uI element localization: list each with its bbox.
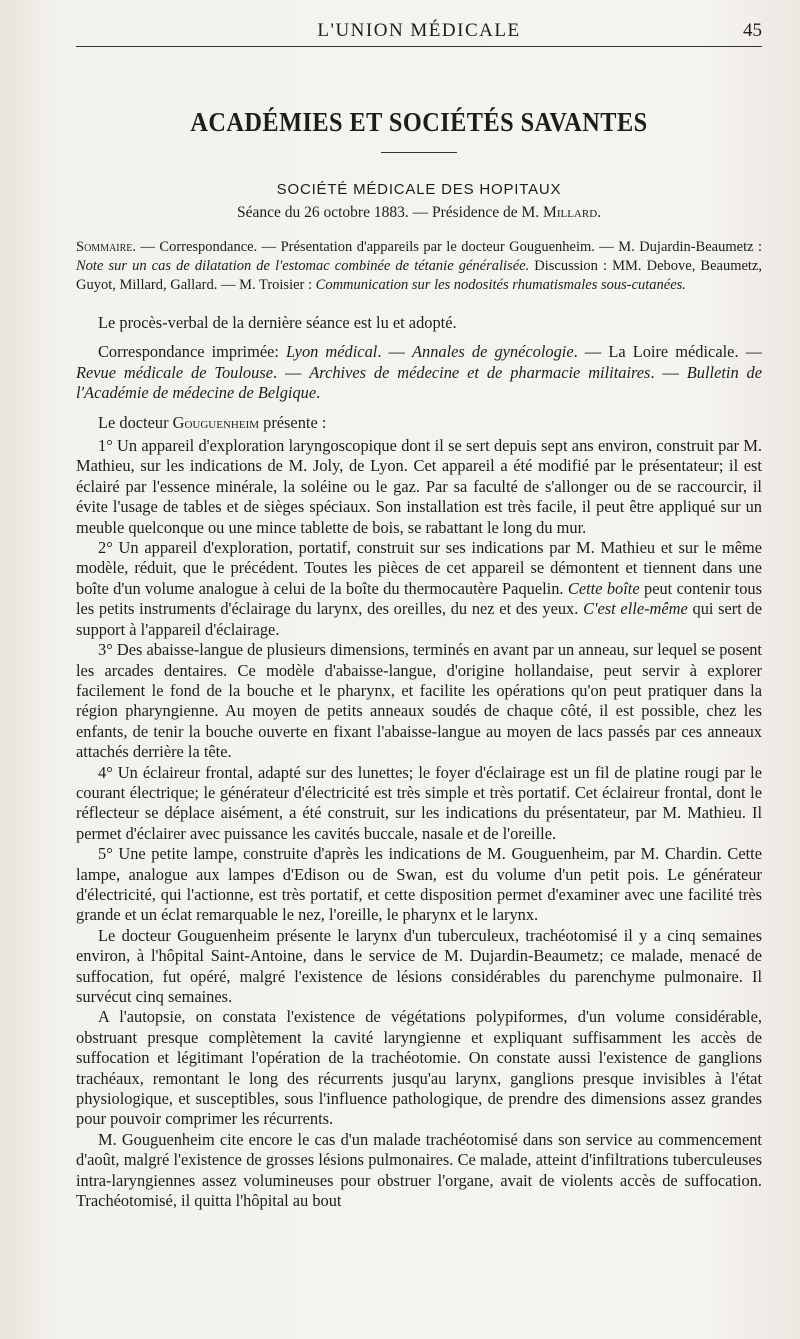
item2-a: 2° Un appareil d'exploration, portatif, construit sur ses indications par M. Mathieu et sur le même modèle, réduit, que le précédent. Toutes les pièces de cet appareil se démontent et tiennent dans une boîte d'un volume analogue à celui de la boîte du thermocautère Paquelin.: [76, 538, 762, 598]
item2-i2: C'est elle-même: [583, 599, 688, 619]
presente-name: Gouguenheim: [172, 412, 260, 432]
society-title: SOCIÉTÉ MÉDICALE DES HOPITAUX: [276, 181, 562, 198]
summary-italic-2: Communication sur les nodosités rhumatismales sous-cutanées.: [315, 277, 686, 293]
corr-archives: Archives de médecine et de pharmacie militaires: [309, 362, 651, 382]
paragraph-correspondence: [76, 342, 762, 403]
running-title: L'UNION MÉDICALE: [317, 20, 521, 41]
presente-a: Le docteur: [98, 412, 173, 432]
corr-sep: . —: [650, 362, 687, 382]
paragraph-item-3: 3° Des abaisse-langue de plusieurs dimensions, terminés en avant par un anneau, sur lequel se posent les arcades dentaires. Ce modèle d'abaisse-langue, d'origine hollandaise, peut servir à explorer facilement le fond de la bouche et le pharynx, et facilite les opérations qu'on peut pratiquer dans la région pharyngienne. Au moyen de petits anneaux soudés de chaque côté, il est possible, chez les enfants, de tenir la bouche ouverte en fixant l'abaisse-langue au moyen de lacs passés par ces anneaux attachés derrière la tête.: [76, 640, 762, 762]
paragraph-case: Le docteur Gouguenheim présente le larynx d'un tuberculeux, trachéotomisé il y a cinq semaines environ, à l'hôpital Saint-Antoine, dans le service de M. Dujardin-Beaumetz; ce malade, menacé de suffocation, fut opéré, malgré l'existence de lésions considérables du parenchyme pulmonaire. Il survécut cinq semaines.: [76, 925, 762, 1006]
corr-sep: . —: [377, 342, 412, 362]
summary-italic-1: Note sur un cas de dilatation de l'estomac combinée de tétanie généralisée.: [76, 258, 530, 274]
summary-label: Sommaire.: [76, 239, 137, 255]
corr-sep: . —: [272, 362, 310, 382]
page-number: 45: [743, 20, 762, 41]
corr-sep: . —: [573, 342, 609, 362]
paragraph-autopsy: A l'autopsie, on constata l'existence de végétations polypiformes, d'un volume considérable, obstruant presque complètement la cavité laryngienne et expliquant suffisamment les accès de suffocation et légitimant l'opération de la trachéotomie. On constate aussi l'existence de ganglions trachéaux, remontant le long des récurrents jusqu'au larynx, ganglions presque invisibles à l'état physiologique, et susceptibles, sous l'influence pathologique, de prendre des dimensions assez grandes pour pouvoir comprimer les récurrents.: [76, 1007, 762, 1129]
president-name: Millard: [543, 204, 598, 221]
paragraph-item-4: 4° Un éclaireur frontal, adapté sur des lunettes; le foyer d'éclairage est un fil de platine rougi par le courant électrique; le générateur d'électricité est très simple et très portatif. Cet éclaireur frontal, dont le réflecteur se déplace aisément, a été construit, sur les indications du présentateur, par M. Mathieu. Il permet d'éclairer avec puissance les cavités buccale, nasale et de l'oreille.: [76, 762, 762, 843]
session-line: Séance du 26 octobre 1883. — Présidence de M. Millard.: [236, 204, 602, 221]
running-head: [76, 18, 762, 47]
paragraph-item-1: 1° Un appareil d'exploration laryngoscopique dont il se sert depuis sept ans environ, construit par M. Mathieu, sur les indications de M. Joly, de Lyon. Cet appareil a été modifié par le présentateur; il est éclairé par l'essence minérale, la soléine ou le gaz. Par sa faculté de s'allonger ou de se raccourcir, il évite l'usage de tables et de sièges spéciaux. Son installation est très facile, il peut être appliqué sur un meuble quelconque ou une mince tablette de bois, se rabattant le long du mur.: [76, 436, 762, 537]
corr-end: .: [316, 383, 321, 403]
corr-sep: . —: [734, 342, 763, 362]
section-title: ACADÉMIES ET SOCIÉTÉS SAVANTES: [190, 107, 648, 137]
summary-text-1: — Correspondance. — Présentation d'appareils par le docteur Gouguenheim. — M. Dujardin-Beaumetz :: [136, 239, 762, 255]
item2-b: peut contenir tous les petits instruments d'éclairage du larynx, des oreilles, du nez et des yeux.: [76, 578, 763, 619]
corr-toulouse: Revue médicale de Toulouse: [76, 362, 273, 382]
item2-i1: Cette boîte: [567, 578, 640, 598]
article-body: [76, 313, 762, 1211]
paragraph-item-2: [76, 538, 762, 640]
summary: [76, 238, 762, 295]
paragraph-item-5: 5° Une petite lampe, construite d'après les indications de M. Gouguenheim, par M. Chardin. Cette lampe, analogue aux lampes d'Edison ou de Swan, est du volume d'un petit pois. Le générateur d'électricité, qui l'actionne, est très portatif, et cette disposition permet d'examiner avec une facilité très grande et un éclat remarquable le nez, l'oreille, le pharynx et le larynx.: [76, 844, 762, 925]
corr-loire: La Loire médicale: [608, 342, 735, 362]
paragraph-second-case: M. Gouguenheim cite encore le cas d'un malade trachéotomisé dans son service au commencement d'août, malgré l'existence de grosses lésions pulmonaires. Ce malade, atteint d'infiltrations tuberculeuses intra-laryngiennes assez volumineuses pour obstruer l'organe, avait de violents accès de suffocation. Trachéotomisé, il quitta l'hôpital au bout: [76, 1129, 762, 1211]
corr-gyneco: Annales de gynécologie: [412, 342, 574, 362]
corr-bulletin: Bulletin de l'Académie de médecine de Belgique: [76, 362, 763, 403]
corr-label: Correspondance imprimée:: [98, 342, 287, 362]
session-text: Séance du 26 octobre 1883. — Présidence de M.: [236, 204, 540, 221]
presente-b: présente :: [259, 412, 327, 432]
corr-lyon: Lyon médical: [286, 342, 378, 362]
item2-c: qui sert de support à l'appareil d'éclairage.: [76, 599, 762, 639]
paragraph-minutes: Le procès-verbal de la dernière séance est lu et adopté.: [98, 313, 457, 332]
title-rule: [381, 152, 457, 153]
summary-text-2: Discussion : MM. Debove, Beaumetz, Guyot, Millard, Gallard. — M. Troisier :: [76, 258, 762, 293]
paragraph-presente: [76, 413, 762, 433]
